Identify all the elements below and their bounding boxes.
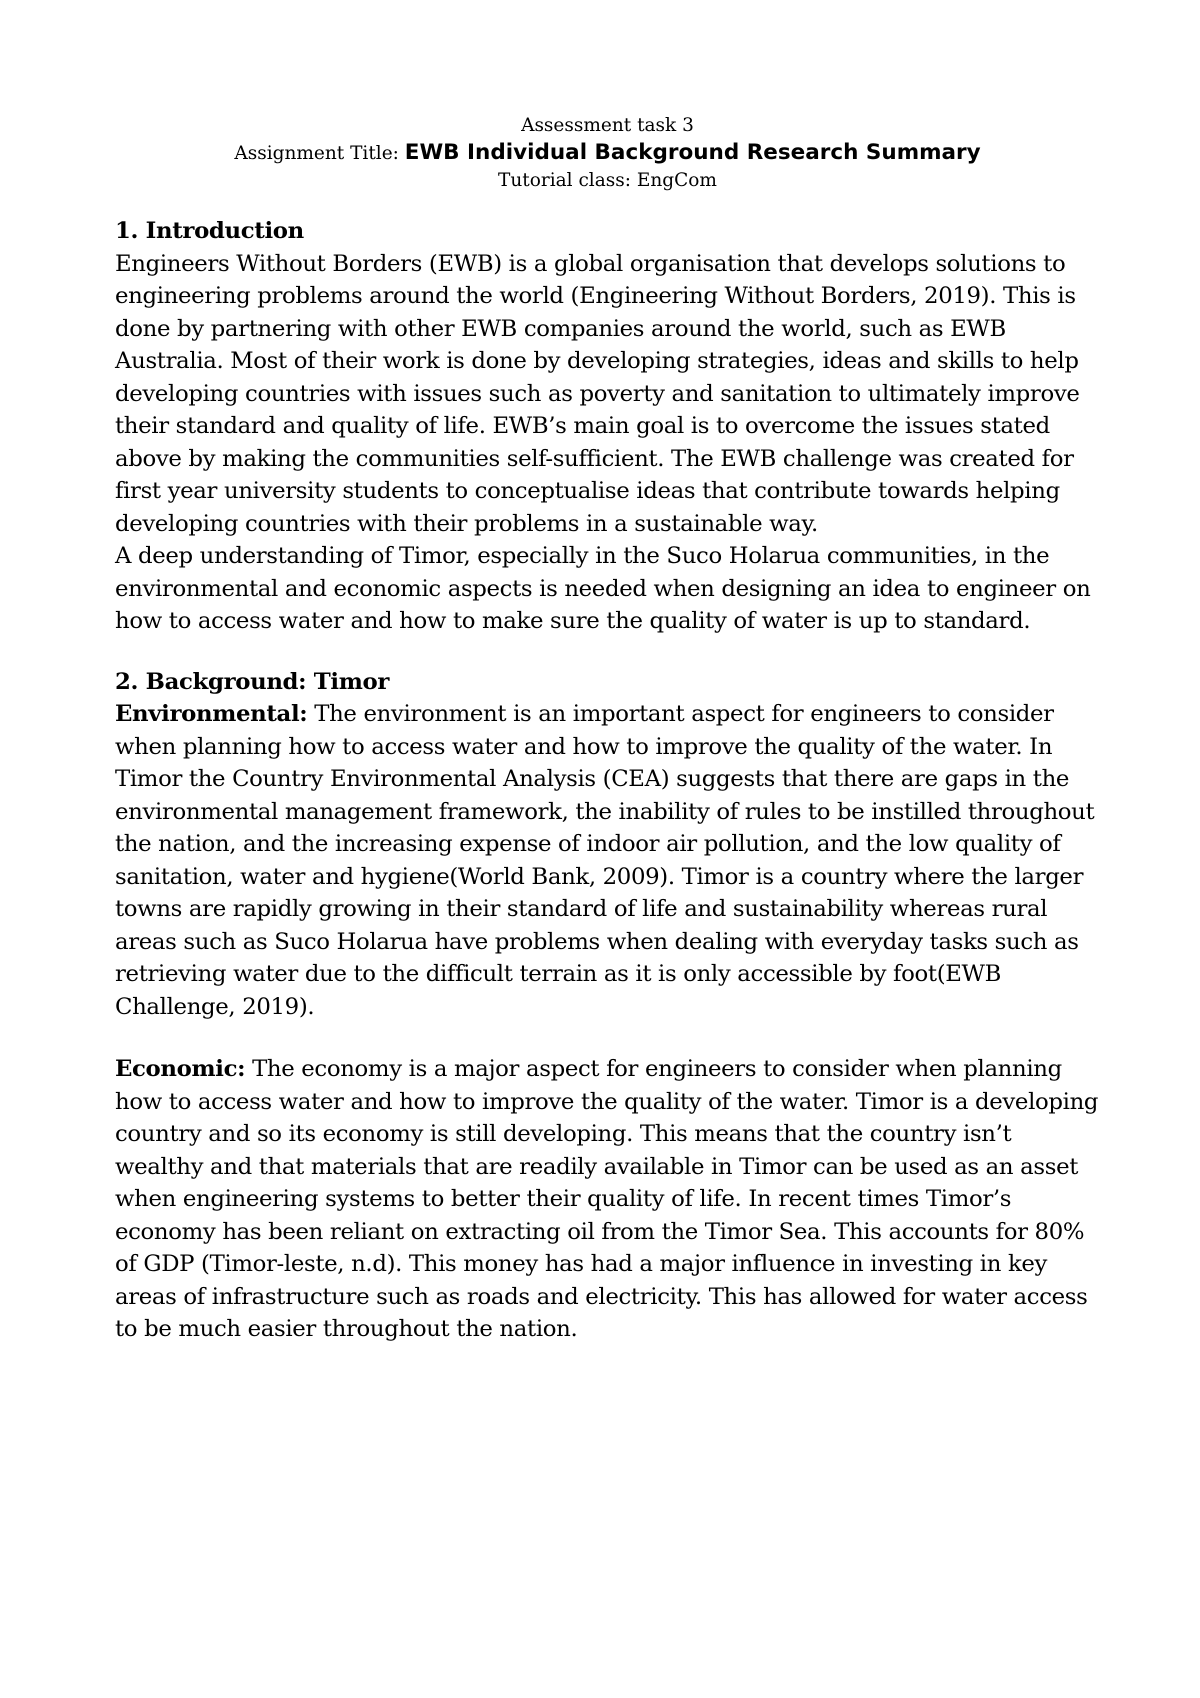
- assignment-title-line: [115, 139, 1100, 167]
- document-page: [115, 112, 1100, 1346]
- introduction-paragraph-1: Engineers Without Borders (EWB) is a global organisation that develops solutions to engineering problems around the world (Engineering Without Borders, 2019). This is done by partnering with other EWB companies around the world, such as EWB Australia. Most of their work is done by developing strategies, ideas and skills to help developing countries with issues such as poverty and sanitation to ultimately improve their standard and quality of life. EWB’s main goal is to overcome the issues stated above by making the communities self-sufficient. The EWB challenge was created for first year university students to conceptualise ideas that contribute towards helping developing countries with their problems in a sustainable way.: [115, 250, 1080, 537]
- background-heading: 2. Background: Timor: [115, 668, 390, 695]
- assignment-title-value: EWB Individual Background Research Summary: [404, 140, 981, 165]
- assessment-task-line: Assessment task 3: [521, 115, 694, 136]
- background-section: [115, 666, 1100, 1346]
- economic-text: The economy is a major aspect for engineers to consider when planning how to access water and how to improve the quality of the water. Timor is a developing country and so its economy is still developing. This means that the country isn’t wealthy and that materials that are readily available in Timor can be used as an asset when engineering systems to better their quality of life. In recent times Timor’s economy has been reliant on extracting oil from the Timor Sea. This accounts for 80% of GDP (Timor-leste, n.d). This money has had a major influence in investing in key areas of infrastructure such as roads and electricity. This has allowed for water access to be much easier throughout the nation.: [115, 1056, 1099, 1342]
- assignment-title-label: Assignment Title:: [234, 143, 405, 164]
- economic-paragraph: [115, 1053, 1100, 1346]
- economic-label: Economic:: [115, 1056, 246, 1082]
- tutorial-class-line: Tutorial class: EngCom: [498, 170, 717, 191]
- introduction-section: [115, 215, 1100, 638]
- introduction-paragraph-2: A deep understanding of Timor, especially in the Suco Holarua communities, in the environmental and economic aspects is needed when designing an idea to engineer on how to access water and how to make sure the quality of water is up to standard.: [115, 543, 1091, 634]
- introduction-heading: 1. Introduction: [115, 218, 304, 244]
- document-header: [115, 112, 1100, 194]
- environmental-label: Environmental:: [115, 701, 308, 727]
- environmental-text: The environment is an important aspect for engineers to consider when planning how to access water and how to improve the quality of the water. In Timor the Country Environmental Analysis (CEA) suggests that there are gaps in the environmental management framework, the inability of rules to be instilled throughout the nation, and the increasing expense of indoor air pollution, and the low quality of sanitation, water and hygiene(World Bank, 2009). Timor is a country where the larger towns are rapidly growing in their standard of life and sustainability whereas rural areas such as Suco Holarua have problems when dealing with everyday tasks such as retrieving water due to the difficult terrain as it is only accessible by foot(EWB Challenge, 2019).: [115, 701, 1095, 1020]
- environmental-paragraph: [115, 698, 1100, 1023]
